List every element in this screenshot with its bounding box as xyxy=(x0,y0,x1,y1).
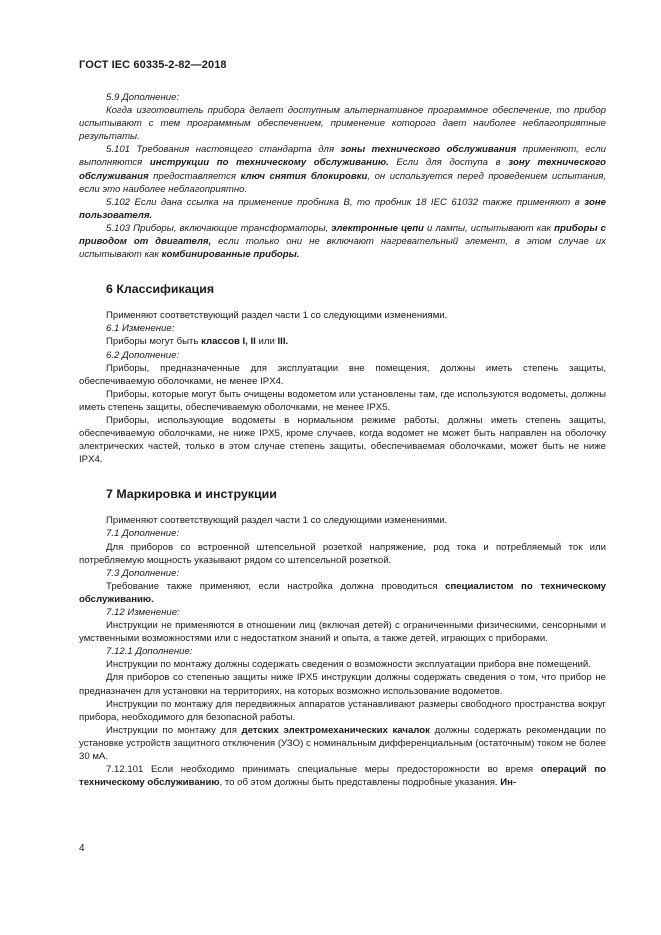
clause-7-1-text: Для приборов со встроенной штепсельной розеткой напряжение, род тока и потребляемый ток или потребляемую мощность указывают рядом со штепсельной розеткой. xyxy=(79,541,606,566)
clause-6-1-text: Приборы могут быть классов I, II или III. xyxy=(106,336,289,348)
section-6-intro: Применяют соответствующий раздел части 1 со следующими изменениями. xyxy=(106,310,448,322)
standard-header: ГОСТ IEC 60335-2-82—2018 xyxy=(79,59,227,71)
clause-7-12-1-para-2: Для приборов со степенью защиты ниже IPX5 инструкции должны содержать сведения о том, что прибор не предназначен для установки на территориях, на которых возможно использование водометов. xyxy=(79,672,606,697)
clause-5-102: 5.102 Если дана ссылка на применение пробника B, то пробник 18 IEC 61032 также применяют в зоне пользователя. xyxy=(79,196,606,221)
clause-5-101: 5.101 Требования настоящего стандарта для зоны технического обслуживания применяют, если выполняются инструкции по техническому обслуживанию. Если для доступа в зону технического обслуживания предоставляется ключ снятия блокировки, он используется перед проведением испытания, если это наиболее неблагоприятно. xyxy=(79,144,607,195)
clause-7-1-heading: 7.1 Дополнение: xyxy=(106,528,180,540)
section-7-title: 7 Маркировка и инструкции xyxy=(106,487,277,502)
clause-6-2-para-3: Приборы, использующие водометы в нормальном режиме работы, должны иметь степень защиты, обеспечиваемую оболочками, не ниже IPX5, кроме случаев, когда водомет не может быть направлен на оболочку электрических частей, только в этом случае степень защиты, обеспечиваемая оболочками, может быть не ниже IPX4. xyxy=(79,414,606,466)
clause-7-12-1-para-4: Инструкции по монтажу для детских электромеханических качалок должны содержать рекомендации по установке устройств защитного отключения (УЗО) с номинальным дифференциальным (остаточным) током не более 30 мА. xyxy=(79,724,607,763)
clause-6-2-heading: 6.2 Дополнение: xyxy=(106,349,180,361)
clause-5-9-heading: 5.9 Дополнение: xyxy=(106,92,180,103)
clause-7-12-1-para-1: Инструкции по монтажу должны содержать сведения о возможности эксплуатации прибора вне помещений. xyxy=(106,659,591,671)
clause-7-3-heading: 7.3 Дополнение: xyxy=(106,567,180,579)
clause-5-9-text: Когда изготовитель прибора делает доступным альтернативное программное обеспечение, то прибор испытывают с тем программным обеспечением, применение которого дает наиболее неблагоприятные результаты. xyxy=(79,105,606,143)
clause-6-1-heading: 6.1 Изменение: xyxy=(106,323,175,335)
clause-5-103: 5.103 Приборы, включающие трансформаторы, электронные цепи и лампы, испытывают как приборы с приводом от двигателя, если только они не включают нагревательный элемент, в этом случае их испытывают как комбинированные приборы. xyxy=(79,222,606,261)
clause-7-3-text: Требование также применяют, если настройка должна проводиться специалистом по техническому обслуживанию. xyxy=(79,580,607,605)
clause-7-12-heading: 7.12 Изменение: xyxy=(106,607,180,618)
section-6-title: 6 Классификация xyxy=(106,282,215,297)
clause-7-12-text: Инструкции не применяются в отношении лиц (включая детей) с ограниченными физическими, сенсорными и умственными возможностями или с недостатком знаний и опыта, а также детей, играющих с приборами. xyxy=(79,620,606,645)
section-7-intro: Применяют соответствующий раздел части 1 со следующими изменениями. xyxy=(106,515,448,527)
clause-7-12-1-heading: 7.12.1 Дополнение: xyxy=(106,646,193,658)
clause-7-12-101: 7.12.101 Если необходимо принимать специальные меры предосторожности во время операций по техническому обслуживанию, то об этом должны быть представлены подробные указания. Ин- xyxy=(79,764,607,789)
document-body xyxy=(79,91,606,789)
clause-7-12-1-para-3: Инструкции по монтажу для передвижных аппаратов устанавливают размеры свободного пространства вокруг прибора, необходимого для безопасной работы. xyxy=(79,698,606,723)
page-number: 4 xyxy=(79,843,85,854)
clause-6-2-para-1: Приборы, предназначенные для эксплуатации вне помещения, должны иметь степень защиты, обеспечиваемую оболочками, не менее IPX4. xyxy=(79,362,606,387)
clause-6-2-para-2: Приборы, которые могут быть очищены водометом или установлены там, где используются водометы, должны иметь степень защиты, обеспечиваемую оболочками, не менее IPX5. xyxy=(79,388,606,413)
